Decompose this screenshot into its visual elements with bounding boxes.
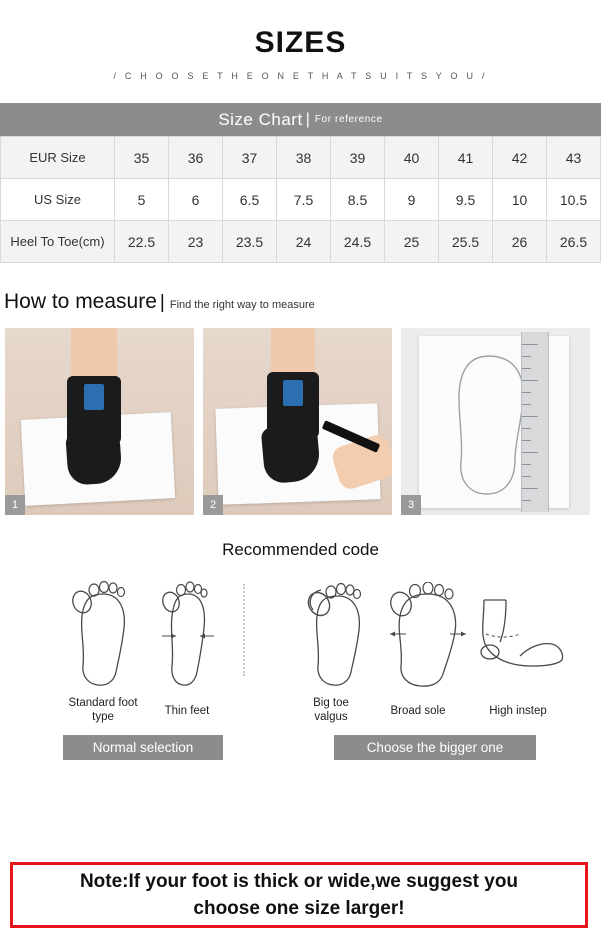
- cell-heel-2: 23.5: [223, 221, 277, 263]
- page-title: SIZES: [254, 26, 347, 59]
- table-row: [1, 221, 601, 263]
- cell-us-6: 9.5: [439, 179, 493, 221]
- how-to-measure-photos: [0, 328, 601, 515]
- cell-us-8: 10.5: [547, 179, 601, 221]
- cell-eur-3: 38: [277, 137, 331, 179]
- cell-heel-1: 23: [169, 221, 223, 263]
- how-to-measure-subtitle: Find the right way to measure: [169, 299, 315, 311]
- table-row: [1, 179, 601, 221]
- size-chart-heading: Size Chart: [218, 109, 303, 129]
- cell-us-2: 6.5: [223, 179, 277, 221]
- sock-logo: [84, 384, 104, 410]
- ruler: [521, 332, 549, 512]
- size-chart-heading-separator: |: [305, 110, 310, 128]
- row-label-eur: EUR Size: [1, 137, 115, 179]
- normal-selection-button[interactable]: Normal selection: [63, 735, 223, 760]
- cell-eur-5: 40: [385, 137, 439, 179]
- cell-us-7: 10: [493, 179, 547, 221]
- cell-eur-0: 35: [115, 137, 169, 179]
- cell-eur-7: 42: [493, 137, 547, 179]
- foot-label-broad-sole: Broad sole: [390, 705, 446, 717]
- foot-types-area: [0, 568, 601, 755]
- cell-us-4: 8.5: [331, 179, 385, 221]
- section-divider: [243, 584, 246, 676]
- step-badge-2: 2: [203, 495, 223, 515]
- cell-heel-6: 25.5: [439, 221, 493, 263]
- page-subtitle: / C H O O S E T H E O N E T H A T S U I T S Y O U /: [113, 71, 488, 81]
- foot-label-standard: Standard foot type: [68, 697, 138, 723]
- size-chart-table: [0, 136, 601, 263]
- choose-bigger-one-button[interactable]: Choose the bigger one: [334, 735, 536, 760]
- cell-heel-8: 26.5: [547, 221, 601, 263]
- foot-label-high-instep: High instep: [489, 705, 547, 717]
- step-badge-3: 3: [401, 495, 421, 515]
- cell-heel-3: 24: [277, 221, 331, 263]
- cell-heel-5: 25: [385, 221, 439, 263]
- note-text: [80, 868, 518, 922]
- recommended-title: Recommended code: [222, 540, 379, 559]
- big-toe-valgus-icon: [295, 580, 381, 690]
- note-box: [10, 862, 588, 928]
- note-line-2: choose one size larger!: [193, 898, 405, 919]
- cell-us-5: 9: [385, 179, 439, 221]
- cell-us-3: 7.5: [277, 179, 331, 221]
- row-label-heel-to-toe: Heel To Toe(cm): [1, 221, 115, 263]
- cell-eur-8: 43: [547, 137, 601, 179]
- table-row: [1, 137, 601, 179]
- sock-logo: [283, 380, 303, 406]
- cell-heel-7: 26: [493, 221, 547, 263]
- measure-step-1-photo: [5, 328, 194, 515]
- size-chart-header: [0, 103, 601, 136]
- high-instep-icon: [470, 594, 570, 690]
- cell-heel-4: 24.5: [331, 221, 385, 263]
- thin-foot-icon: [150, 580, 226, 690]
- note-line-1: Note:If your foot is thick or wide,we suggest you: [79, 871, 519, 892]
- row-label-us: US Size: [1, 179, 115, 221]
- cell-heel-0: 22.5: [115, 221, 169, 263]
- standard-foot-icon: [60, 580, 146, 690]
- how-to-measure-heading: [4, 290, 601, 314]
- cell-eur-4: 39: [331, 137, 385, 179]
- foot-label-big-toe-valgus: Big toe valgus: [313, 697, 349, 723]
- measure-step-3-photo: [401, 328, 590, 515]
- foot-label-thin: Thin feet: [164, 705, 210, 717]
- size-chart-subheading: For reference: [314, 114, 383, 125]
- cell-us-0: 5: [115, 179, 169, 221]
- measure-step-2-photo: [203, 328, 392, 515]
- step-badge-1: 1: [5, 495, 25, 515]
- cell-eur-1: 36: [169, 137, 223, 179]
- broad-sole-icon: [382, 582, 474, 690]
- size-chart-section: [0, 103, 601, 263]
- how-to-measure-separator: |: [159, 292, 165, 313]
- cell-us-1: 6: [169, 179, 223, 221]
- how-to-measure-title: How to measure: [4, 290, 157, 313]
- cell-eur-6: 41: [439, 137, 493, 179]
- cell-eur-2: 37: [223, 137, 277, 179]
